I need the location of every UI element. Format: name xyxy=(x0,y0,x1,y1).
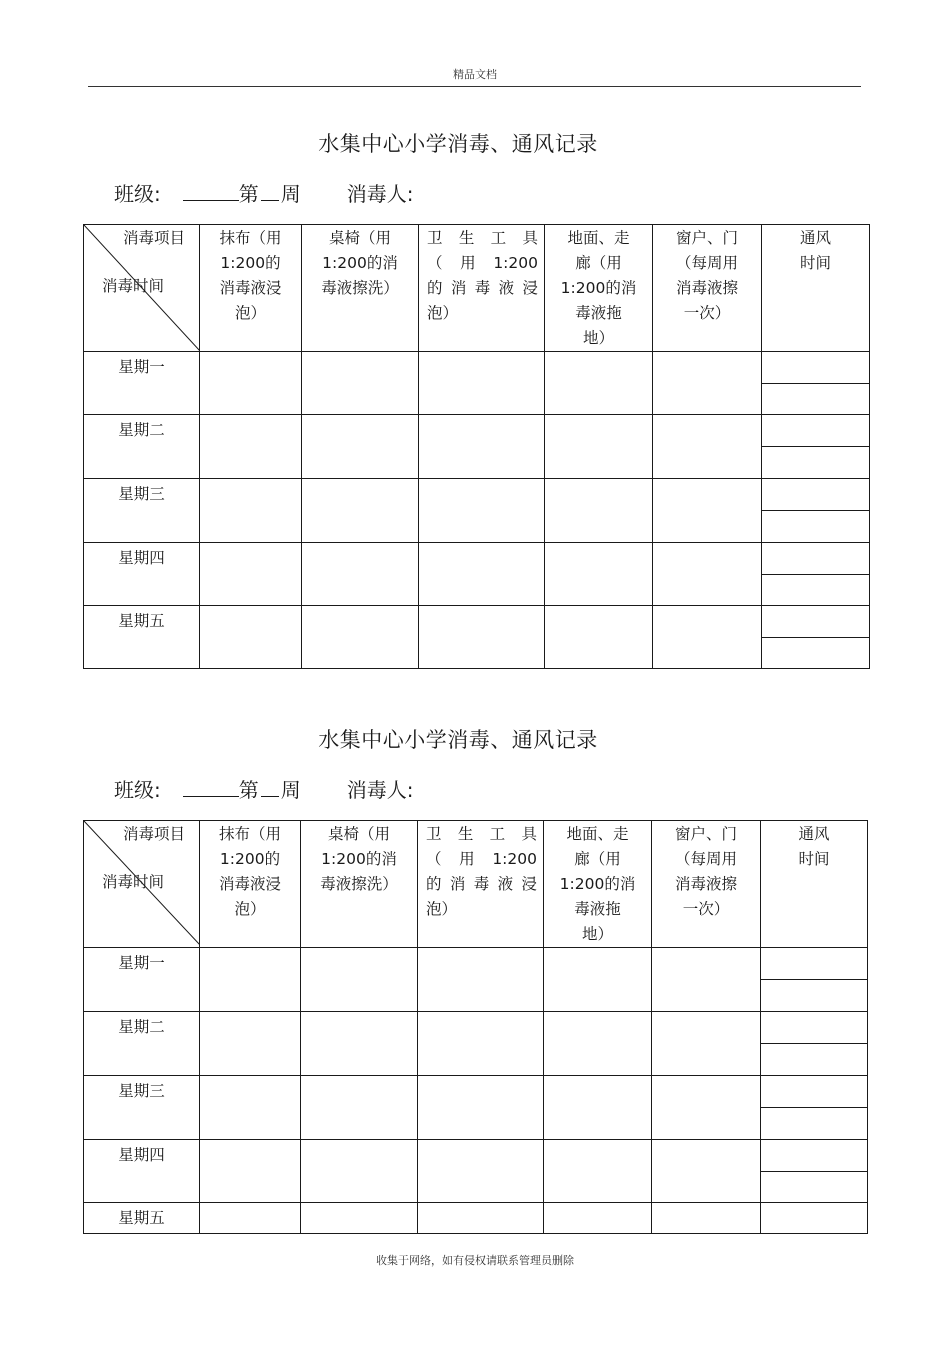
table-cell[interactable] xyxy=(652,1012,761,1076)
table-row xyxy=(84,415,870,479)
vent-cell[interactable] xyxy=(761,1076,868,1140)
vent-cell[interactable] xyxy=(762,415,870,479)
corner-top-label: 消毒项目 xyxy=(122,229,185,247)
table-cell[interactable] xyxy=(545,606,653,669)
vent-cell[interactable] xyxy=(762,479,870,543)
day-label: 星期三 xyxy=(84,1076,200,1140)
table-cell[interactable] xyxy=(544,1140,652,1203)
table-cell[interactable] xyxy=(419,479,545,543)
table-cell[interactable] xyxy=(302,352,419,415)
table-row xyxy=(84,948,868,1012)
table-row xyxy=(84,479,870,543)
table-row xyxy=(84,352,870,415)
col-header-floor: 地面、走 廊（用 1:200的消 毒液拖 地） xyxy=(544,821,652,948)
table-row xyxy=(84,1140,868,1203)
table-row xyxy=(84,1012,868,1076)
table-cell[interactable] xyxy=(200,1012,301,1076)
vent-cell[interactable] xyxy=(761,948,868,1012)
record-table xyxy=(83,820,868,1234)
table-cell[interactable] xyxy=(545,543,653,606)
table-row xyxy=(84,1076,868,1140)
table-cell[interactable] xyxy=(302,479,419,543)
week-blank[interactable] xyxy=(261,778,279,797)
table-row xyxy=(84,543,870,606)
table-cell[interactable] xyxy=(653,543,762,606)
table-cell[interactable] xyxy=(419,606,545,669)
day-label: 星期一 xyxy=(84,948,200,1012)
table-cell[interactable] xyxy=(301,1012,418,1076)
table-cell[interactable] xyxy=(200,948,301,1012)
day-label: 星期四 xyxy=(84,1140,200,1203)
table-cell[interactable] xyxy=(653,479,762,543)
table-cell[interactable] xyxy=(418,1203,544,1234)
week-suffix: 周 xyxy=(280,778,301,802)
day-label: 星期五 xyxy=(84,1203,200,1234)
table-cell[interactable] xyxy=(200,1203,301,1234)
class-blank[interactable] xyxy=(183,182,239,201)
table-cell[interactable] xyxy=(419,415,545,479)
info-line xyxy=(114,178,414,207)
day-label: 星期五 xyxy=(84,606,200,669)
table-header-row xyxy=(84,821,868,948)
table-row xyxy=(84,1203,868,1234)
day-label: 星期一 xyxy=(84,352,200,415)
table-row xyxy=(84,606,870,669)
week-suffix: 周 xyxy=(280,182,301,206)
table-cell[interactable] xyxy=(301,1140,418,1203)
table-cell[interactable] xyxy=(544,1203,652,1234)
table-cell[interactable] xyxy=(652,948,761,1012)
class-label: 班级: xyxy=(114,182,161,206)
table-cell[interactable] xyxy=(545,352,653,415)
col-header-window: 窗户、门 （每周用 消毒液擦 一次） xyxy=(653,225,762,352)
table-cell[interactable] xyxy=(301,948,418,1012)
vent-cell[interactable] xyxy=(762,352,870,415)
table-cell[interactable] xyxy=(301,1076,418,1140)
table-cell[interactable] xyxy=(652,1076,761,1140)
col-header-rag: 抹布（用 1:200的 消毒液浸 泡） xyxy=(200,225,302,352)
disinfector-label: 消毒人: xyxy=(346,778,414,802)
vent-cell[interactable] xyxy=(761,1203,868,1234)
corner-cell xyxy=(84,225,200,352)
col-header-vent: 通风 时间 xyxy=(762,225,870,352)
table-cell[interactable] xyxy=(418,1140,544,1203)
day-label: 星期二 xyxy=(84,415,200,479)
table-cell[interactable] xyxy=(301,1203,418,1234)
col-header-rag: 抹布（用 1:200的 消毒液浸 泡） xyxy=(200,821,301,948)
table-cell[interactable] xyxy=(545,479,653,543)
table-header-row xyxy=(84,225,870,352)
page-header: 精品文档 xyxy=(453,68,497,81)
table-cell[interactable] xyxy=(200,543,302,606)
col-header-desk: 桌椅（用 1:200的消 毒液擦洗） xyxy=(302,225,419,352)
col-header-desk: 桌椅（用 1:200的消 毒液擦洗） xyxy=(301,821,418,948)
class-blank[interactable] xyxy=(183,778,239,797)
corner-bottom-label: 消毒时间 xyxy=(102,873,165,891)
table-cell[interactable] xyxy=(200,479,302,543)
week-blank[interactable] xyxy=(261,182,279,201)
table-cell[interactable] xyxy=(302,543,419,606)
table-cell[interactable] xyxy=(200,352,302,415)
table-cell[interactable] xyxy=(418,1076,544,1140)
table-cell[interactable] xyxy=(419,352,545,415)
day-label: 星期三 xyxy=(84,479,200,543)
table-cell[interactable] xyxy=(200,606,302,669)
table-cell[interactable] xyxy=(545,415,653,479)
table-cell[interactable] xyxy=(419,543,545,606)
table-cell[interactable] xyxy=(200,1140,301,1203)
table-cell[interactable] xyxy=(544,948,652,1012)
vent-cell[interactable] xyxy=(761,1140,868,1203)
table-cell[interactable] xyxy=(418,1012,544,1076)
table-cell[interactable] xyxy=(418,948,544,1012)
table-cell[interactable] xyxy=(652,1140,761,1203)
corner-bottom-label: 消毒时间 xyxy=(102,277,165,295)
vent-cell[interactable] xyxy=(762,543,870,606)
col-header-tools: 卫 生 工 具 （ 用 1:200 的 消 毒 液 浸 泡） xyxy=(419,225,545,352)
form-title: 水集中心小学消毒、通风记录 xyxy=(318,132,598,156)
class-label: 班级: xyxy=(114,778,161,802)
table-cell[interactable] xyxy=(544,1012,652,1076)
corner-top-label: 消毒项目 xyxy=(122,825,185,843)
vent-cell[interactable] xyxy=(761,1012,868,1076)
day-label: 星期四 xyxy=(84,543,200,606)
table-cell[interactable] xyxy=(653,415,762,479)
table-cell[interactable] xyxy=(200,415,302,479)
col-header-tools: 卫 生 工 具 （ 用 1:200 的 消 毒 液 浸 泡） xyxy=(418,821,544,948)
table-cell[interactable] xyxy=(653,352,762,415)
col-header-floor: 地面、走 廊（用 1:200的消 毒液拖 地） xyxy=(545,225,653,352)
record-table xyxy=(83,224,870,669)
table-cell[interactable] xyxy=(200,1076,301,1140)
table-cell[interactable] xyxy=(653,606,762,669)
week-prefix: 第 xyxy=(238,182,259,206)
disinfector-label: 消毒人: xyxy=(346,182,414,206)
table-cell[interactable] xyxy=(652,1203,761,1234)
day-label: 星期二 xyxy=(84,1012,200,1076)
page-footer: 收集于网络，如有侵权请联系管理员删除 xyxy=(376,1254,574,1267)
table-cell[interactable] xyxy=(544,1076,652,1140)
header-rule xyxy=(88,86,861,87)
col-header-window: 窗户、门 （每周用 消毒液擦 一次） xyxy=(652,821,761,948)
info-line xyxy=(114,774,414,803)
table-cell[interactable] xyxy=(302,606,419,669)
week-prefix: 第 xyxy=(238,778,259,802)
form-title: 水集中心小学消毒、通风记录 xyxy=(318,728,598,752)
table-cell[interactable] xyxy=(302,415,419,479)
corner-cell xyxy=(84,821,200,948)
vent-cell[interactable] xyxy=(762,606,870,669)
col-header-vent: 通风 时间 xyxy=(761,821,868,948)
